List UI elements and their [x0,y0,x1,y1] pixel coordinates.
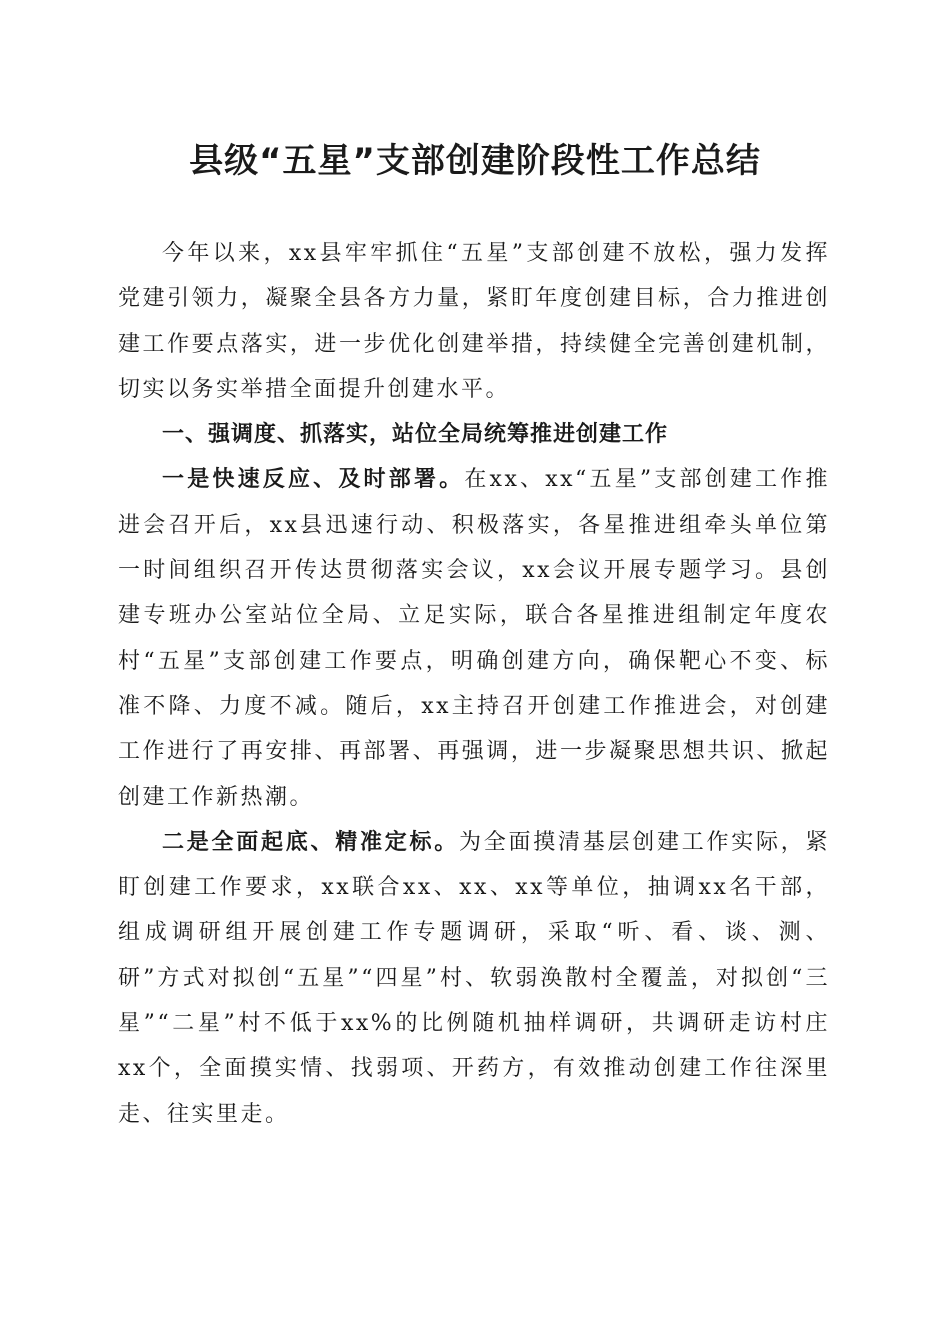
point-lead-1: 一是快速反应、及时部署。 [162,466,465,493]
point-text-1: 在xx、xx“五星”支部创建工作推进会召开后，xx县迅速行动、积极落实，各星推进组牵头单位第一时间组织召开传达贯彻落实会议，xx会议开展专题学习。县创建专班办公室站位全局、立足实际，联合各星推进组制定年度农村“五星”支部创建工作要点，明确创建方向，确保靶心不变、标准不降、力度不减。随后，xx主持召开创建工作推进会，对创建工作进行了再安排、再部署、再强调，进一步凝聚思想共识、掀起创建工作新热潮。 [118,467,830,810]
point-lead-2: 二是全面起底、精准定标。 [162,828,459,855]
document-body [118,231,830,1137]
point-paragraph-2 [118,820,830,1137]
intro-paragraph: 今年以来，xx县牢牢抓住“五星”支部创建不放松，强力发挥党建引领力，凝聚全县各方力量，紧盯年度创建目标，合力推进创建工作要点落实，进一步优化创建举措，持续健全完善创建机制，切实以务实举措全面提升创建水平。 [118,241,830,402]
document-title: 县级“五星”支部创建阶段性工作总结 [189,141,761,181]
section-heading-1: 一、强调度、抓落实，站位全局统筹推进创建工作 [162,422,669,448]
point-paragraph-1 [118,457,830,819]
point-text-2: 为全面摸清基层创建工作实际，紧盯创建工作要求，xx联合xx、xx、xx等单位，抽调xx名干部，组成调研组开展创建工作专题调研，采取“听、看、谈、测、研”方式对拟创“五星”“四星”村、软弱涣散村全覆盖，对拟创“三星”“二星”村不低于xx%的比例随机抽样调研，共调研走访村庄xx个，全面摸实情、找弱项、开药方，有效推动创建工作往深里走、往实里走。 [118,829,830,1127]
